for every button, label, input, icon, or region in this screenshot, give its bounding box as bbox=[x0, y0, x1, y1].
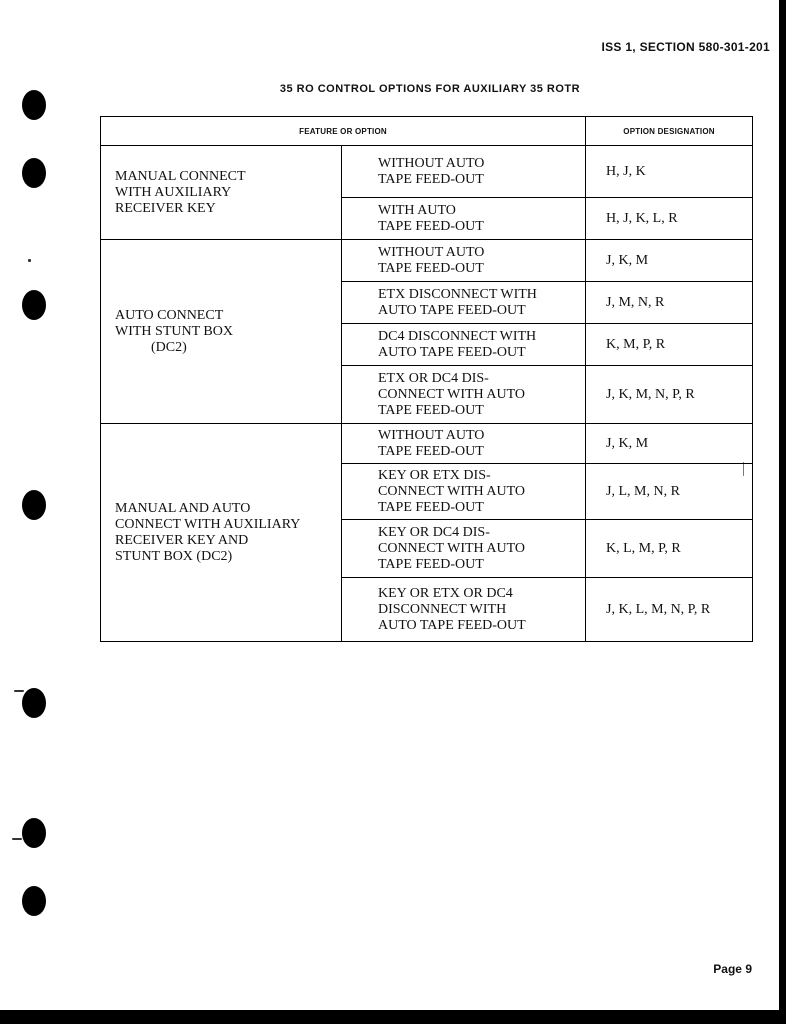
table-row bbox=[101, 146, 753, 198]
table-header-row bbox=[101, 117, 753, 146]
designation-cell: J, K, L, M, N, P, R bbox=[586, 578, 753, 642]
designation-cell: J, K, M bbox=[586, 424, 753, 464]
scan-edge-bottom bbox=[0, 1010, 786, 1024]
speck bbox=[12, 838, 22, 840]
designation-cell: J, M, N, R bbox=[586, 282, 753, 324]
option-cell: WITHOUT AUTO TAPE FEED-OUT bbox=[342, 240, 586, 282]
punch-hole bbox=[22, 290, 46, 320]
table-row bbox=[101, 240, 753, 282]
feature-cell: MANUAL AND AUTO CONNECT WITH AUXILIARY RECEIVER KEY AND STUNT BOX (DC2) bbox=[101, 424, 342, 642]
designation-cell: J, K, M, N, P, R bbox=[586, 366, 753, 424]
feature-cell: MANUAL CONNECT WITH AUXILIARY RECEIVER KEY bbox=[101, 146, 342, 240]
punch-hole bbox=[22, 90, 46, 120]
designation-cell: J, L, M, N, R bbox=[586, 464, 753, 520]
punch-hole bbox=[22, 688, 46, 718]
table-row bbox=[101, 424, 753, 464]
option-cell: DC4 DISCONNECT WITH AUTO TAPE FEED-OUT bbox=[342, 324, 586, 366]
option-cell: WITHOUT AUTO TAPE FEED-OUT bbox=[342, 146, 586, 198]
option-cell: WITH AUTO TAPE FEED-OUT bbox=[342, 198, 586, 240]
section-header: ISS 1, SECTION 580-301-201 bbox=[601, 40, 770, 54]
scan-edge-right bbox=[779, 0, 786, 1024]
options-table bbox=[100, 116, 753, 642]
punch-hole bbox=[22, 886, 46, 916]
designation-cell: K, L, M, P, R bbox=[586, 520, 753, 578]
option-cell: KEY OR ETX DIS- CONNECT WITH AUTO TAPE FEED-OUT bbox=[342, 464, 586, 520]
speck bbox=[28, 259, 31, 262]
option-cell: KEY OR ETX OR DC4 DISCONNECT WITH AUTO TAPE FEED-OUT bbox=[342, 578, 586, 642]
option-cell: ETX OR DC4 DIS- CONNECT WITH AUTO TAPE FEED-OUT bbox=[342, 366, 586, 424]
speck bbox=[14, 690, 24, 692]
option-cell: KEY OR DC4 DIS- CONNECT WITH AUTO TAPE FEED-OUT bbox=[342, 520, 586, 578]
option-cell: WITHOUT AUTO TAPE FEED-OUT bbox=[342, 424, 586, 464]
option-cell: ETX DISCONNECT WITH AUTO TAPE FEED-OUT bbox=[342, 282, 586, 324]
designation-cell: H, J, K, L, R bbox=[586, 198, 753, 240]
designation-cell: K, M, P, R bbox=[586, 324, 753, 366]
col-header-designation: OPTION DESIGNATION bbox=[586, 117, 753, 146]
feature-cell: AUTO CONNECT WITH STUNT BOX (DC2) bbox=[101, 240, 342, 424]
punch-hole bbox=[22, 818, 46, 848]
designation-cell: H, J, K bbox=[586, 146, 753, 198]
page-number: Page 9 bbox=[713, 962, 752, 976]
col-header-feature: FEATURE OR OPTION bbox=[101, 117, 586, 146]
punch-hole bbox=[22, 158, 46, 188]
designation-cell: J, K, M bbox=[586, 240, 753, 282]
punch-hole bbox=[22, 490, 46, 520]
page-title: 35 RO CONTROL OPTIONS FOR AUXILIARY 35 ROTR bbox=[279, 83, 581, 95]
